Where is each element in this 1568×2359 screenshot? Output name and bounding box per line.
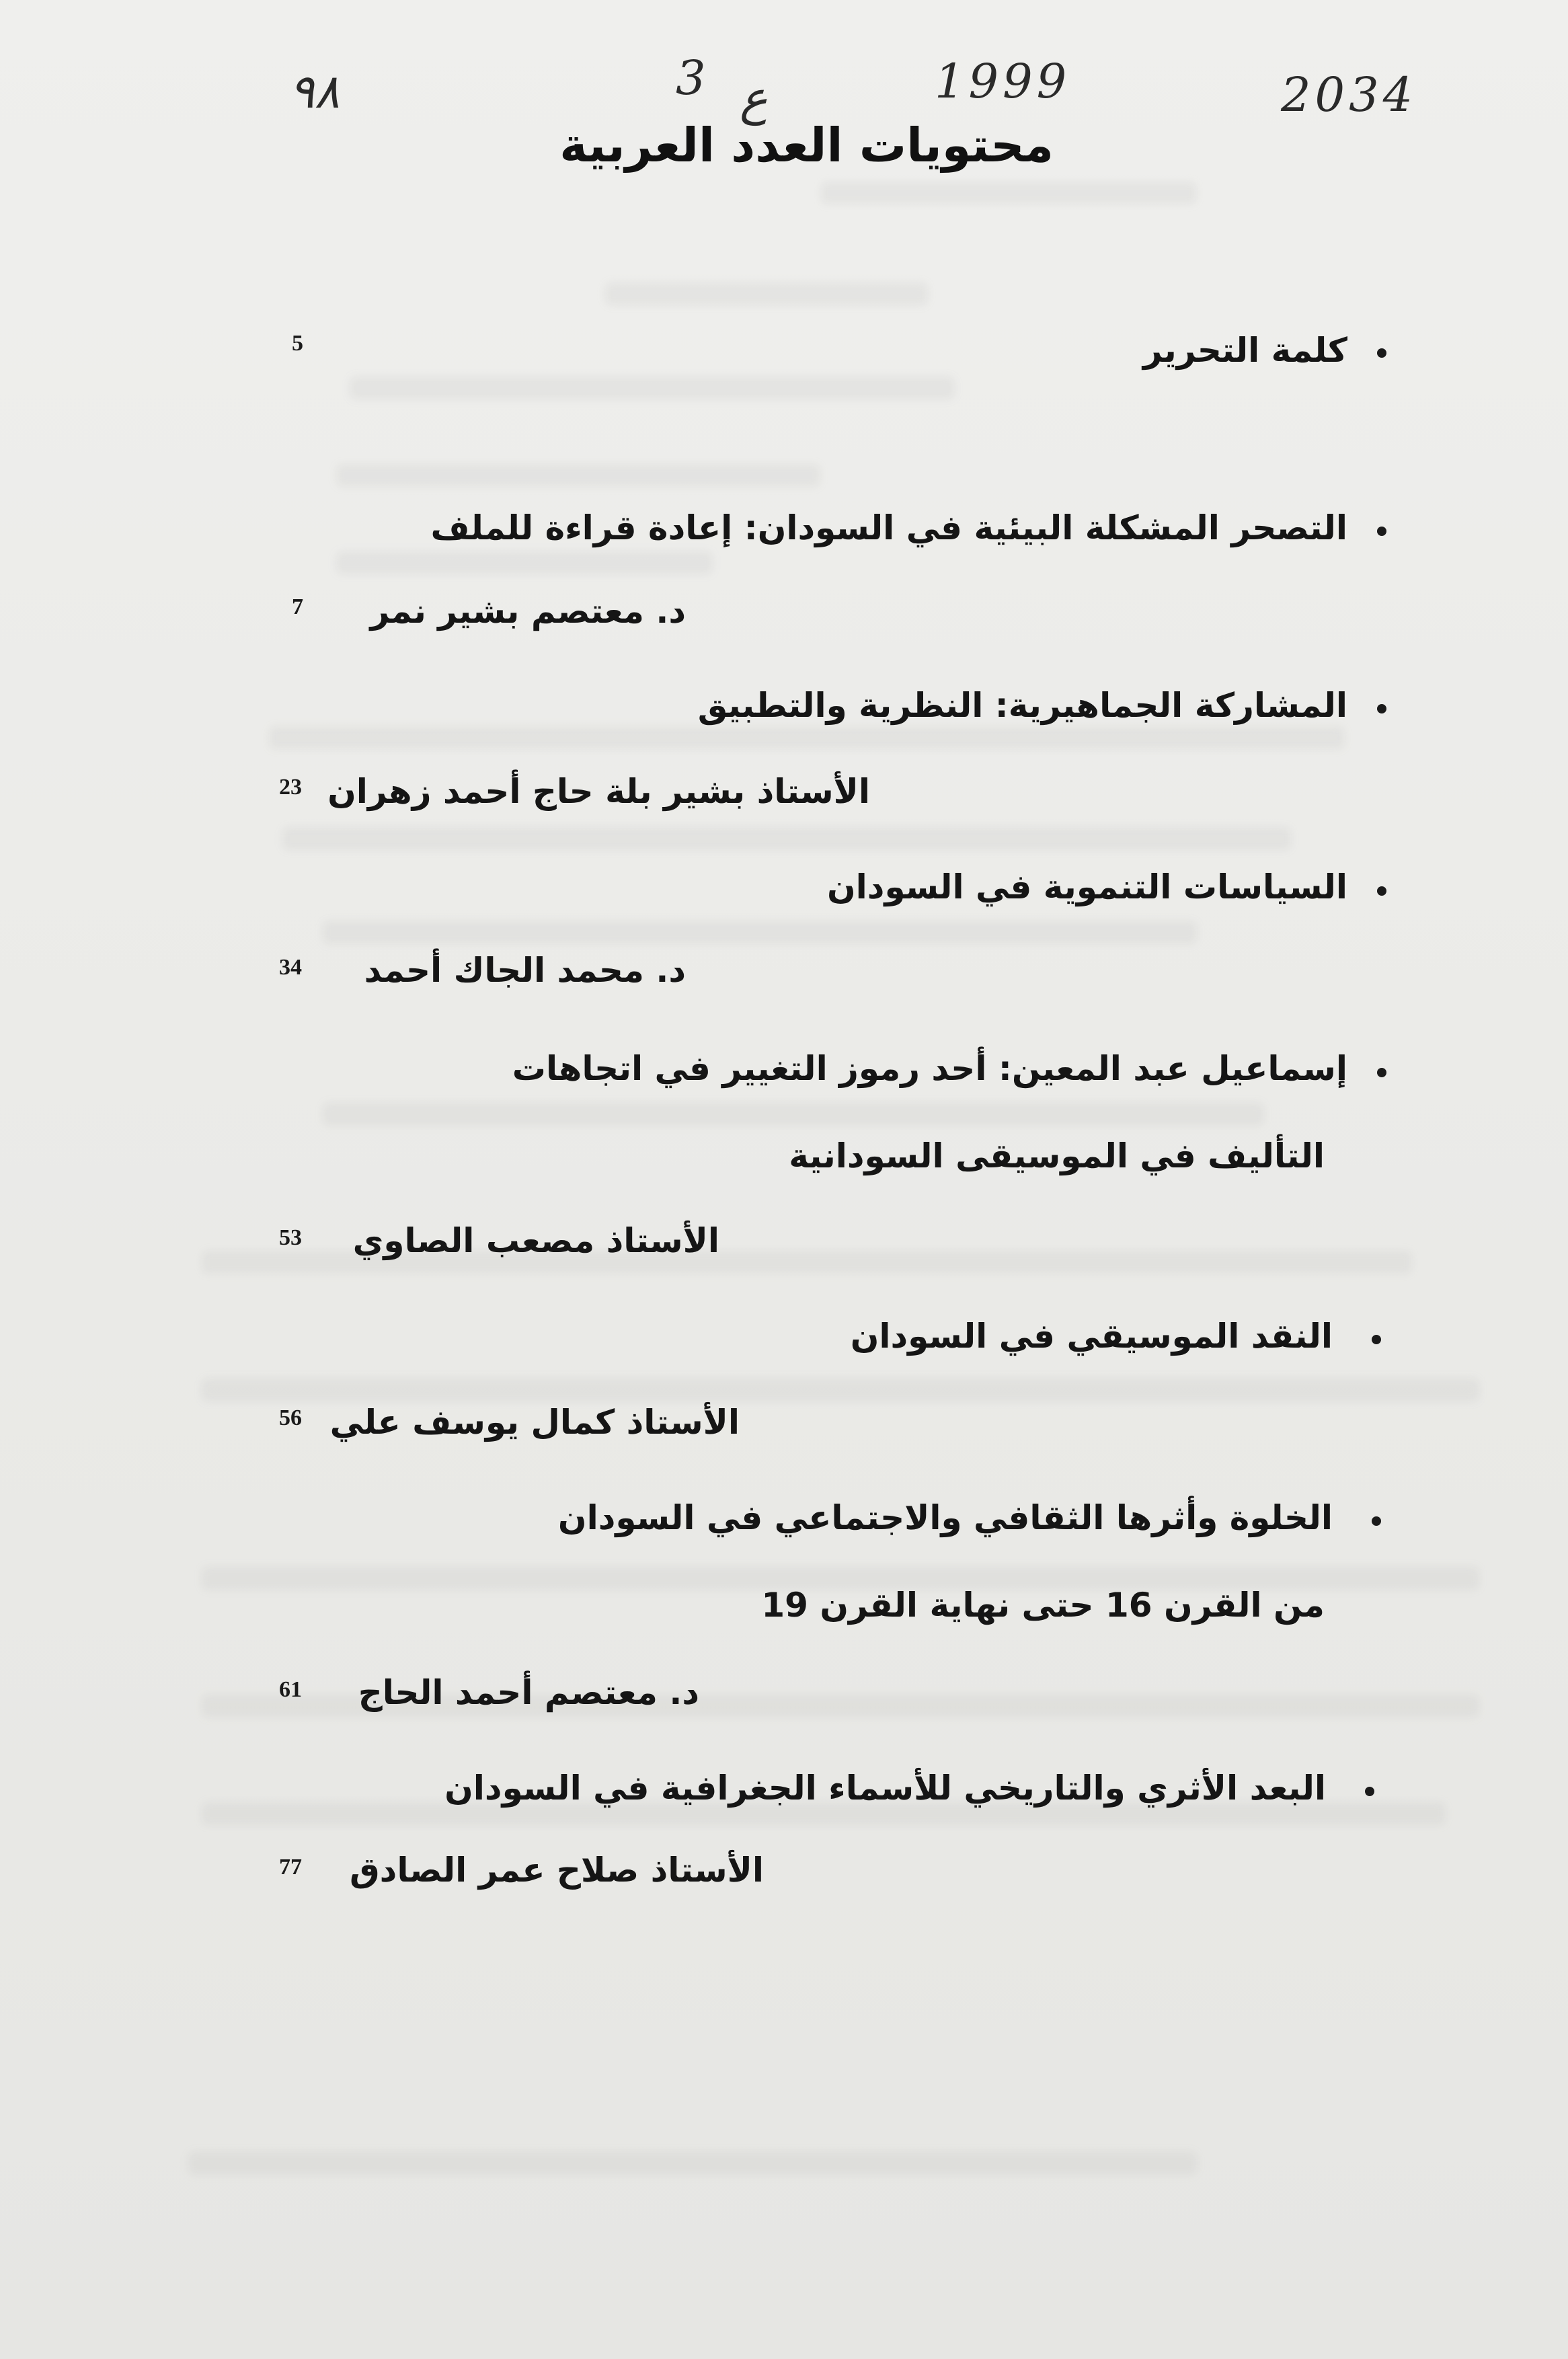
entry-title: المشاركة الجماهيرية: النظرية والتطبيق [697,686,1347,725]
entry-bullet [1377,1068,1386,1077]
entry-page-number: 56 [279,1405,302,1430]
handwritten-mark-a: 3 [676,50,710,106]
handwritten-mark-b: ع [740,71,768,126]
entry-bullet [1372,1335,1381,1344]
entry-bullet [1377,886,1386,896]
entry-title: إسماعيل عبد المعين: أحد رموز التغيير في اتجاهات [512,1049,1347,1088]
entry-bullet [1377,348,1386,358]
entry-page-number: 7 [292,594,303,619]
entry-title: الخلوة وأثرها الثقافي والاجتماعي في السودان [557,1498,1333,1537]
entry-author: د. معتصم بشير نمر [370,592,686,631]
entry-bullet [1377,527,1386,536]
handwritten-number-left: ٩٨ [289,64,340,119]
entry-page-number: 77 [279,1855,302,1880]
entry-title: السياسات التنموية في السودان [826,867,1347,906]
entry-author: الأستاذ مصعب الصاوي [352,1221,719,1260]
entry-title-continued: من القرن 16 حتى نهاية القرن 19 [761,1586,1325,1625]
entry-page-number: 23 [279,775,302,800]
entry-author: الأستاذ صلاح عمر الصادق [349,1851,764,1890]
entry-bullet [1372,1516,1381,1526]
entry-page-number: 34 [279,955,302,980]
entry-author: د. معتصم أحمد الحاج [358,1673,699,1712]
entry-title: كلمة التحرير [1142,331,1347,370]
entry-author: الأستاذ بشير بلة حاج أحمد زهران [327,772,870,811]
entry-title: النقد الموسيقي في السودان [850,1317,1333,1356]
page-title: محتويات العدد العربية [559,118,1054,173]
handwritten-number-right: 2034 [1281,67,1417,122]
entry-title: البعد الأثري والتاريخي للأسماء الجغرافية في السودان [444,1769,1326,1808]
entry-author: د. محمد الجاك أحمد [364,951,686,990]
entry-page-number: 5 [292,331,303,356]
entry-title: التصحر المشكلة البيئية في السودان: إعادة قراءة للملف [430,508,1347,547]
entry-page-number: 61 [279,1677,302,1702]
handwritten-year: 1999 [935,54,1071,109]
entry-bullet [1365,1787,1374,1796]
entry-author: الأستاذ كمال يوسف علي [329,1403,740,1442]
entry-title-continued: التأليف في الموسيقى السودانية [789,1136,1325,1175]
entry-bullet [1377,704,1386,713]
entry-page-number: 53 [279,1225,302,1250]
